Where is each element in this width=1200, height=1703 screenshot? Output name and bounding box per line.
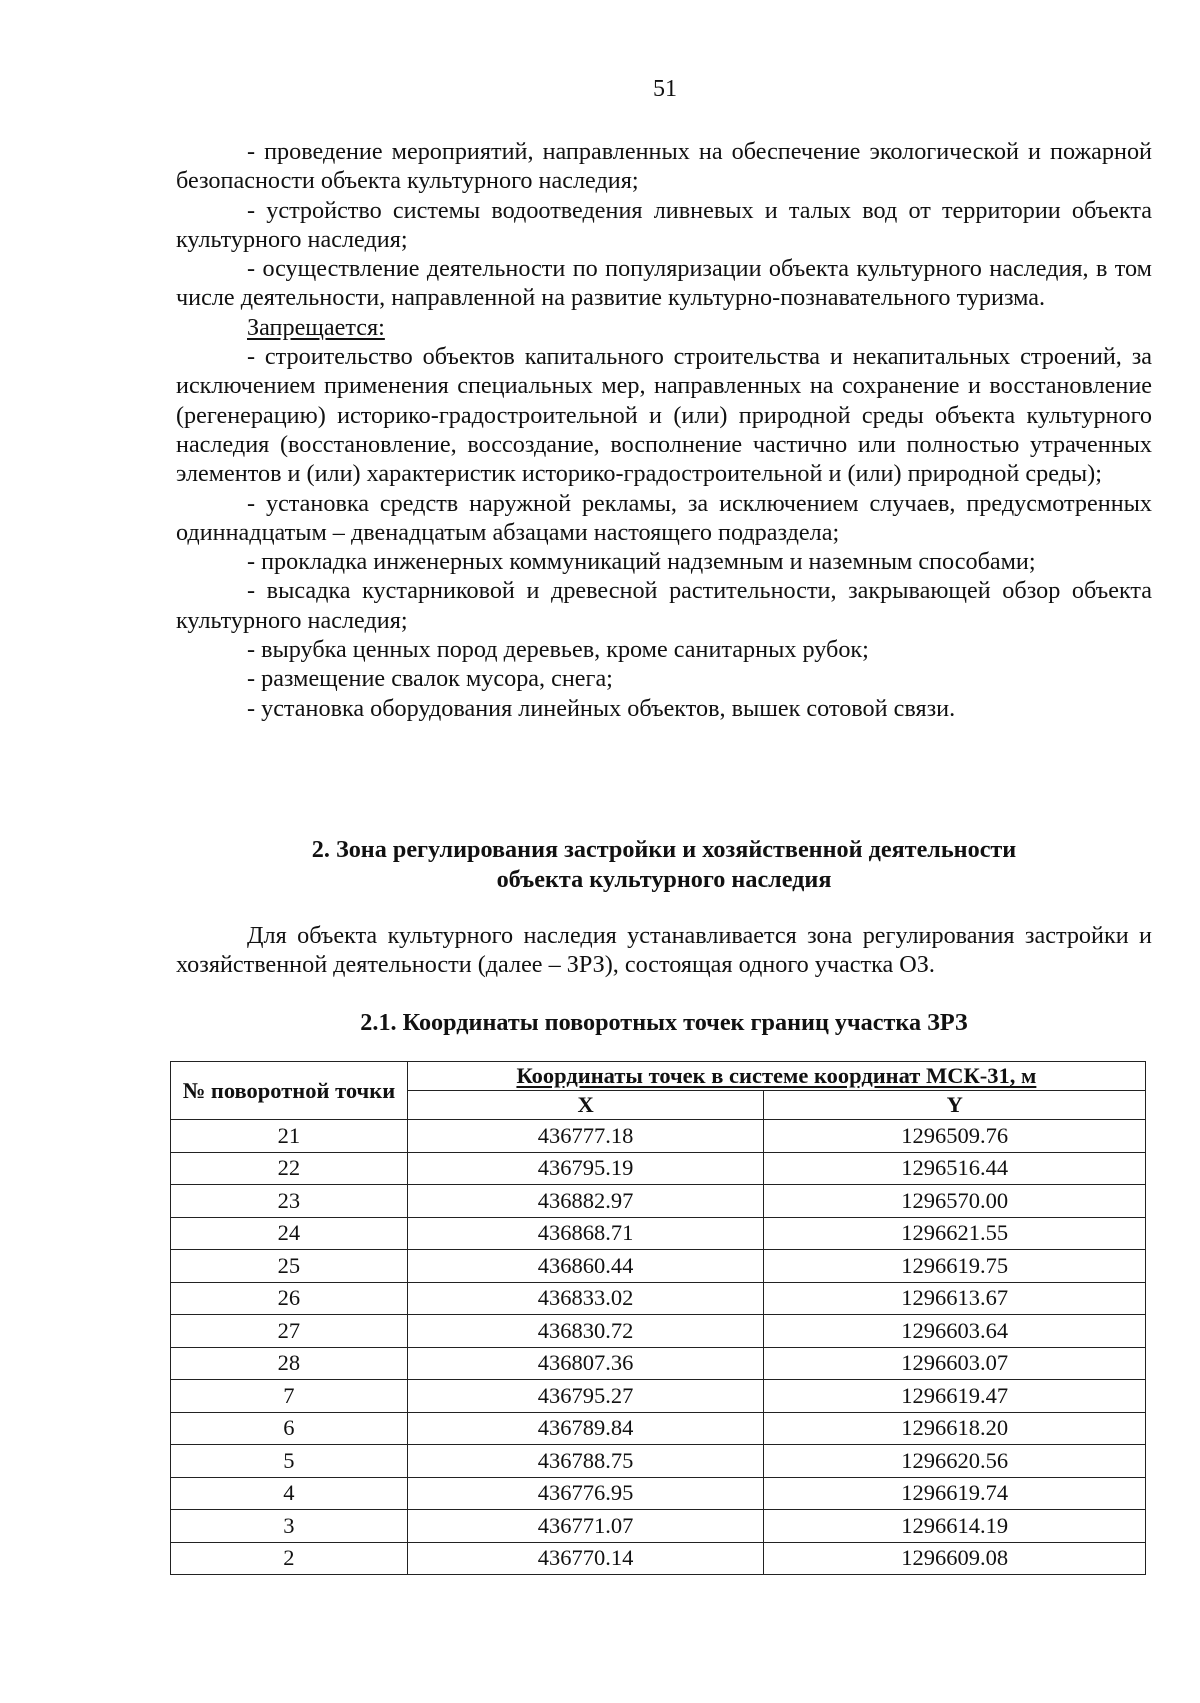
cell-x: 436795.19 bbox=[407, 1152, 764, 1185]
table-title: 2.1. Координаты поворотных точек границ участка ЗРЗ bbox=[360, 1009, 968, 1036]
header-y: Y bbox=[764, 1091, 1146, 1120]
table-row bbox=[171, 1347, 1146, 1380]
cell-y: 1296603.07 bbox=[764, 1347, 1146, 1380]
cell-y: 1296621.55 bbox=[764, 1217, 1146, 1250]
table-row bbox=[171, 1152, 1146, 1185]
cell-point: 3 bbox=[171, 1510, 408, 1543]
header-x: X bbox=[407, 1091, 764, 1120]
cell-point: 28 bbox=[171, 1347, 408, 1380]
cell-point: 7 bbox=[171, 1380, 408, 1413]
cell-x: 436771.07 bbox=[407, 1510, 764, 1543]
cell-y: 1296570.00 bbox=[764, 1185, 1146, 1218]
paragraph: - устройство системы водоотведения ливневых и талых вод от территории объекта культурного наследия; bbox=[176, 196, 1152, 253]
cell-y: 1296609.08 bbox=[764, 1542, 1146, 1575]
table-row bbox=[171, 1412, 1146, 1445]
table-row bbox=[171, 1477, 1146, 1510]
cell-point: 24 bbox=[171, 1217, 408, 1250]
prohibited-item: - установка средств наружной рекламы, за исключением случаев, предусмотренных одиннадцатым – двенадцатым абзацами настоящего подраздела; bbox=[176, 489, 1152, 546]
cell-x: 436860.44 bbox=[407, 1250, 764, 1283]
prohibited-item: - установка оборудования линейных объектов, вышек сотовой связи. bbox=[247, 694, 956, 722]
cell-y: 1296603.64 bbox=[764, 1315, 1146, 1348]
section-intro: Для объекта культурного наследия устанавливается зона регулирования застройки и хозяйственной деятельности (далее – ЗРЗ), состоящая одного участка ОЗ. bbox=[176, 922, 1152, 979]
cell-x: 436776.95 bbox=[407, 1477, 764, 1510]
table-row bbox=[171, 1282, 1146, 1315]
coordinates-table bbox=[170, 1061, 1146, 1575]
cell-point: 21 bbox=[171, 1120, 408, 1153]
section-heading-line: 2. Зона регулирования застройки и хозяйственной деятельности bbox=[311, 836, 1017, 863]
cell-y: 1296618.20 bbox=[764, 1412, 1146, 1445]
table-row bbox=[171, 1542, 1146, 1575]
cell-y: 1296619.75 bbox=[764, 1250, 1146, 1283]
paragraph: - осуществление деятельности по популяризации объекта культурного наследия, в том числе деятельности, направленной на развитие культурно-познавательного туризма. bbox=[176, 255, 1152, 312]
page-number: 51 bbox=[653, 76, 677, 102]
header-point: № поворотной точки bbox=[171, 1062, 408, 1120]
cell-point: 26 bbox=[171, 1282, 408, 1315]
table-row bbox=[171, 1185, 1146, 1218]
section-heading-line: объекта культурного наследия bbox=[496, 865, 832, 893]
cell-y: 1296516.44 bbox=[764, 1152, 1146, 1185]
cell-x: 436830.72 bbox=[407, 1315, 764, 1348]
cell-y: 1296619.74 bbox=[764, 1477, 1146, 1510]
cell-x: 436882.97 bbox=[407, 1185, 764, 1218]
cell-x: 436795.27 bbox=[407, 1380, 764, 1413]
cell-point: 5 bbox=[171, 1445, 408, 1478]
table-row bbox=[171, 1380, 1146, 1413]
table-row bbox=[171, 1445, 1146, 1478]
table-row bbox=[171, 1250, 1146, 1283]
cell-y: 1296509.76 bbox=[764, 1120, 1146, 1153]
cell-point: 22 bbox=[171, 1152, 408, 1185]
table-row bbox=[171, 1510, 1146, 1543]
cell-point: 2 bbox=[171, 1542, 408, 1575]
cell-y: 1296620.56 bbox=[764, 1445, 1146, 1478]
paragraph: - проведение мероприятий, направленных на обеспечение экологической и пожарной безопасности объекта культурного наследия; bbox=[176, 138, 1152, 195]
cell-y: 1296619.47 bbox=[764, 1380, 1146, 1413]
prohibited-item: - размещение свалок мусора, снега; bbox=[247, 665, 613, 693]
table-row bbox=[171, 1217, 1146, 1250]
cell-y: 1296613.67 bbox=[764, 1282, 1146, 1315]
prohibited-item: - высадка кустарниковой и древесной растительности, закрывающей обзор объекта культурного наследия; bbox=[176, 577, 1152, 634]
cell-x: 436868.71 bbox=[407, 1217, 764, 1250]
prohibited-item: - прокладка инженерных коммуникаций надземным и наземным способами; bbox=[247, 548, 1036, 576]
prohibited-item: - вырубка ценных пород деревьев, кроме санитарных рубок; bbox=[247, 636, 869, 664]
cell-point: 4 bbox=[171, 1477, 408, 1510]
cell-x: 436788.75 bbox=[407, 1445, 764, 1478]
cell-y: 1296614.19 bbox=[764, 1510, 1146, 1543]
cell-x: 436789.84 bbox=[407, 1412, 764, 1445]
cell-x: 436833.02 bbox=[407, 1282, 764, 1315]
cell-x: 436807.36 bbox=[407, 1347, 764, 1380]
body-text bbox=[176, 137, 1152, 723]
cell-point: 27 bbox=[171, 1315, 408, 1348]
prohibited-label: Запрещается: bbox=[247, 313, 385, 341]
table-row bbox=[171, 1120, 1146, 1153]
cell-point: 6 bbox=[171, 1412, 408, 1445]
cell-point: 25 bbox=[171, 1250, 408, 1283]
cell-x: 436770.14 bbox=[407, 1542, 764, 1575]
cell-point: 23 bbox=[171, 1185, 408, 1218]
header-coords: Координаты точек в системе координат МСК-31, м bbox=[407, 1062, 1145, 1091]
prohibited-item: - строительство объектов капитального строительства и некапитальных строений, за исключением применения специальных мер, направленных на сохранение и восстановление (регенерацию) историко-градостроительной и (или) природной среды объекта культурного наследия (восстановление, воссоздание, восполнение частично или полностью утраченных элементов и (или) характеристик историко-градостроительной и (или) природной среды); bbox=[176, 343, 1152, 488]
section-heading bbox=[176, 835, 1152, 894]
table-row bbox=[171, 1315, 1146, 1348]
cell-x: 436777.18 bbox=[407, 1120, 764, 1153]
